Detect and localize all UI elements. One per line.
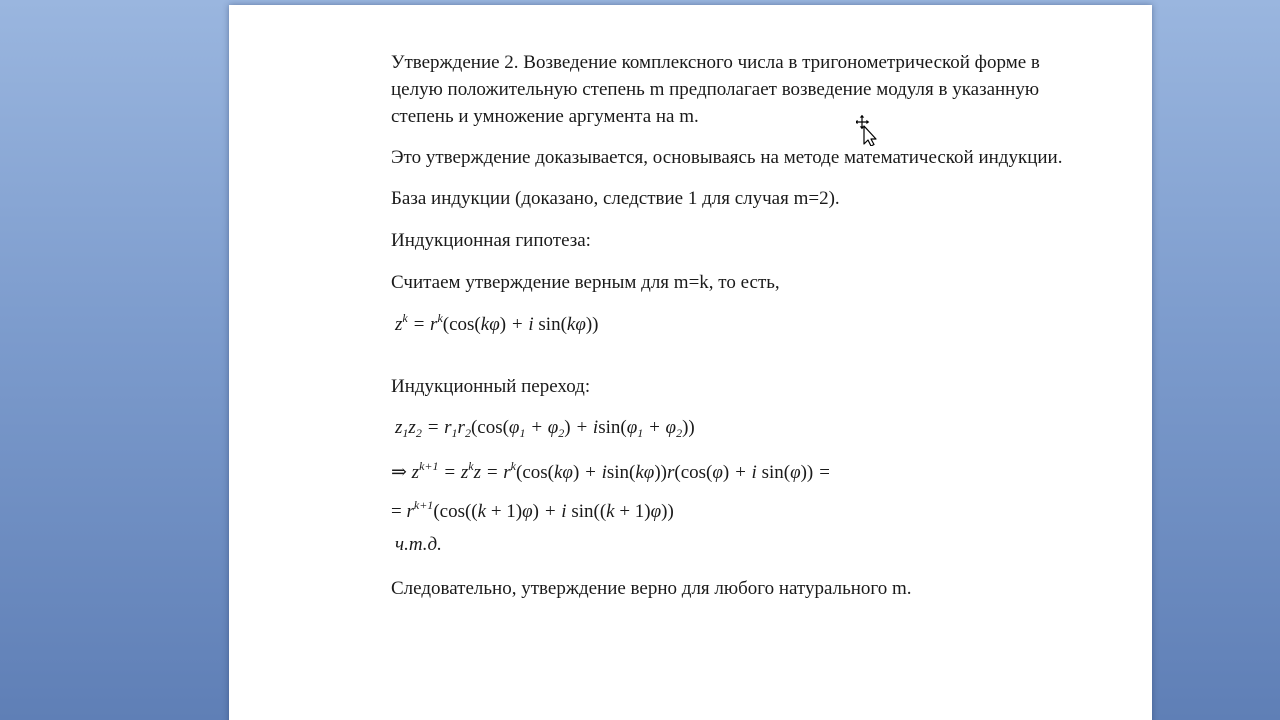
result-formula: = $r^{k+1}(\cos((k + 1)\varphi) + i$ sin((k + 1)φ)) (391, 498, 674, 522)
hypothesis-title: Индукционная гипотеза: (391, 230, 591, 251)
transition-title: Индукционный переход: (391, 376, 591, 397)
induction-step-formula: ⇒ $z^{k+1} = z^kz = r^k(\cos(k\varphi) + isin(k\varphi))r(\cos(\varphi) + i$ sin(φ)) = (391, 459, 831, 483)
document-content (391, 49, 1071, 602)
proof-method-paragraph: Это утверждение доказывается, основываясь на методе математической индукции. (391, 147, 1063, 168)
conclusion-paragraph: Следовательно, утверждение верно для любого натурального m. (391, 578, 912, 599)
hypothesis-formula: $z^k = r^k(\cos(k\varphi) + i$ sin(kφ)) (395, 311, 599, 335)
product-formula: $z_1z_2 = r_1r_2(\cos(\varphi_1 + \varphi_2) + isin(\varphi_1 + \varphi_2))$ (395, 417, 695, 440)
qed-mark: ч.т.д. (395, 534, 442, 555)
statement-paragraph: Утверждение 2. Возведение комплексного числа в тригонометрической форме в целую положительную степень m предполагает возведение модуля в указанную степень и умножение аргумента на m. (391, 52, 1040, 127)
induction-base-paragraph: База индукции (доказано, следствие 1 для случая m=2). (391, 188, 840, 209)
move-cursor-icon (856, 114, 880, 146)
document-page (229, 5, 1152, 720)
hypothesis-text: Считаем утверждение верным для m=k, то есть, (391, 272, 780, 293)
